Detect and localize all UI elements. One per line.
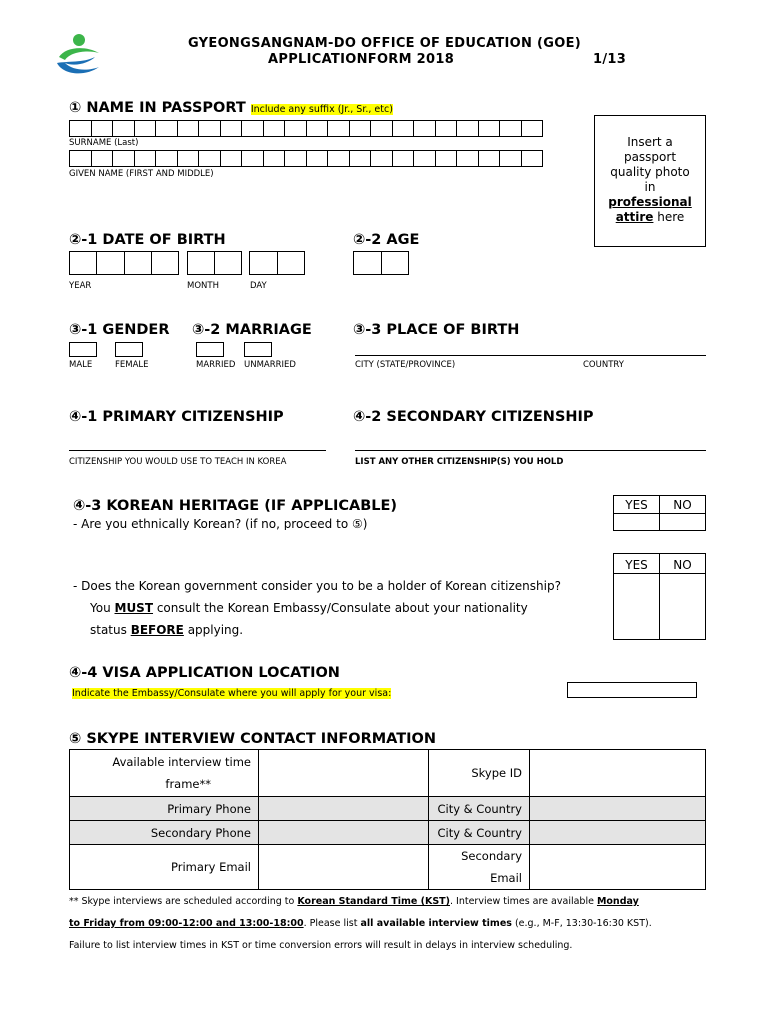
place-of-birth-heading: ③-3 PLACE OF BIRTH xyxy=(353,322,520,338)
country-label: COUNTRY xyxy=(583,360,624,370)
photo-bold-text: attire xyxy=(615,210,654,224)
visa-location-heading: ④-4 VISA APPLICATION LOCATION xyxy=(69,665,340,681)
heritage-yes-no-box[interactable] xyxy=(613,495,706,531)
married-checkbox[interactable] xyxy=(196,342,224,357)
secondary-citizenship-label: LIST ANY OTHER CITIZENSHIP(S) YOU HOLD xyxy=(355,457,564,467)
photo-text: Insert a xyxy=(627,135,673,149)
form-subtitle: APPLICATIONFORM 2018 xyxy=(268,52,455,67)
available-time-label: Available interview time frame** xyxy=(70,750,259,797)
form-title: GYEONGSANGNAM-DO OFFICE OF EDUCATION (GOE) xyxy=(188,36,582,51)
primary-email-field[interactable] xyxy=(259,845,429,890)
surname-label: SURNAME (Last) xyxy=(69,138,139,148)
primary-citizenship-line[interactable] xyxy=(69,450,326,451)
heritage-question: - Are you ethnically Korean? (if no, proceed to ⑤) xyxy=(73,517,368,530)
citizenship-yes-no-box[interactable] xyxy=(613,553,706,640)
primary-citizenship-label: CITIZENSHIP YOU WOULD USE TO TEACH IN KOREA xyxy=(69,457,287,467)
given-name-boxes[interactable] xyxy=(69,150,543,167)
male-checkbox[interactable] xyxy=(69,342,97,357)
skype-contact-table xyxy=(69,749,706,890)
place-of-birth-line[interactable] xyxy=(355,355,706,356)
kst-note-line2: to Friday from 09:00-12:00 and 13:00-18:00. Please list all available interview times (e.g., M-F, 13:30-16:30 KST). xyxy=(69,918,652,929)
photo-text: in xyxy=(644,180,656,194)
visa-hint: Indicate the Embassy/Consulate where you will apply for your visa: xyxy=(72,688,392,699)
female-checkbox[interactable] xyxy=(115,342,143,357)
city-label: CITY (STATE/PROVINCE) xyxy=(355,360,456,370)
heritage-no: NO xyxy=(673,498,692,512)
visa-location-field[interactable] xyxy=(567,682,697,698)
citizenship-yes: YES xyxy=(625,558,648,572)
secondary-phone-label: Secondary Phone xyxy=(70,821,259,845)
secondary-phone-field[interactable] xyxy=(259,821,429,845)
name-in-passport-heading: ① NAME IN PASSPORT Include any suffix (Jr., Sr., etc) xyxy=(69,100,393,116)
married-label: MARRIED xyxy=(196,360,236,370)
korean-citizenship-question: - Does the Korean government consider you to be a holder of Korean citizenship? You MUST consult the Korean Embassy/Consulate about your nationality status BEFORE applying. xyxy=(73,579,561,637)
female-label: FEMALE xyxy=(115,360,149,370)
secondary-citizenship-heading: ④-2 SECONDARY CITIZENSHIP xyxy=(353,409,594,425)
skype-id-label: Skype ID xyxy=(429,750,530,797)
month-label: MONTH xyxy=(187,281,219,291)
photo-text: quality photo xyxy=(610,165,690,179)
heritage-yes: YES xyxy=(625,498,648,512)
day-label: DAY xyxy=(250,281,267,291)
primary-phone-field[interactable] xyxy=(259,797,429,821)
primary-phone-label: Primary Phone xyxy=(70,797,259,821)
primary-citizenship-heading: ④-1 PRIMARY CITIZENSHIP xyxy=(69,409,284,425)
kst-note-line1: ** Skype interviews are scheduled according to Korean Standard Time (KST). Interview times are available Monday xyxy=(69,896,639,907)
unmarried-checkbox[interactable] xyxy=(244,342,272,357)
gender-heading: ③-1 GENDER xyxy=(69,322,170,338)
photo-box[interactable] xyxy=(594,115,706,247)
page-number: 1/13 xyxy=(593,52,627,67)
photo-text: passport xyxy=(623,150,677,164)
skype-heading: ⑤ SKYPE INTERVIEW CONTACT INFORMATION xyxy=(69,731,437,747)
date-of-birth-heading: ②-1 DATE OF BIRTH xyxy=(69,232,226,248)
primary-phone-city-field[interactable] xyxy=(530,797,706,821)
male-label: MALE xyxy=(69,360,93,370)
korean-heritage-heading: ④-3 KOREAN HERITAGE (IF APPLICABLE) xyxy=(73,498,398,514)
unmarried-label: UNMARRIED xyxy=(244,360,296,370)
city-country-label: City & Country xyxy=(429,797,530,821)
suffix-hint: Include any suffix (Jr., Sr., etc) xyxy=(250,104,393,115)
marriage-heading: ③-2 MARRIAGE xyxy=(192,322,312,338)
citizenship-no: NO xyxy=(673,558,692,572)
secondary-email-label: Secondary Email xyxy=(429,845,530,890)
skype-id-field[interactable] xyxy=(530,750,706,797)
goe-logo xyxy=(55,33,103,77)
available-time-field[interactable] xyxy=(259,750,429,797)
age-heading: ②-2 AGE xyxy=(353,232,420,248)
secondary-phone-city-field[interactable] xyxy=(530,821,706,845)
given-name-label: GIVEN NAME (FIRST AND MIDDLE) xyxy=(69,169,214,179)
secondary-email-field[interactable] xyxy=(530,845,706,890)
primary-email-label: Primary Email xyxy=(70,845,259,890)
secondary-citizenship-line[interactable] xyxy=(355,450,706,451)
kst-note-line3: Failure to list interview times in KST or time conversion errors will result in delays in interview scheduling. xyxy=(69,940,573,951)
surname-boxes[interactable] xyxy=(69,120,543,137)
photo-text: here xyxy=(653,210,685,224)
city-country-label: City & Country xyxy=(429,821,530,845)
photo-bold-text: professional xyxy=(608,195,692,209)
year-label: YEAR xyxy=(69,281,92,291)
